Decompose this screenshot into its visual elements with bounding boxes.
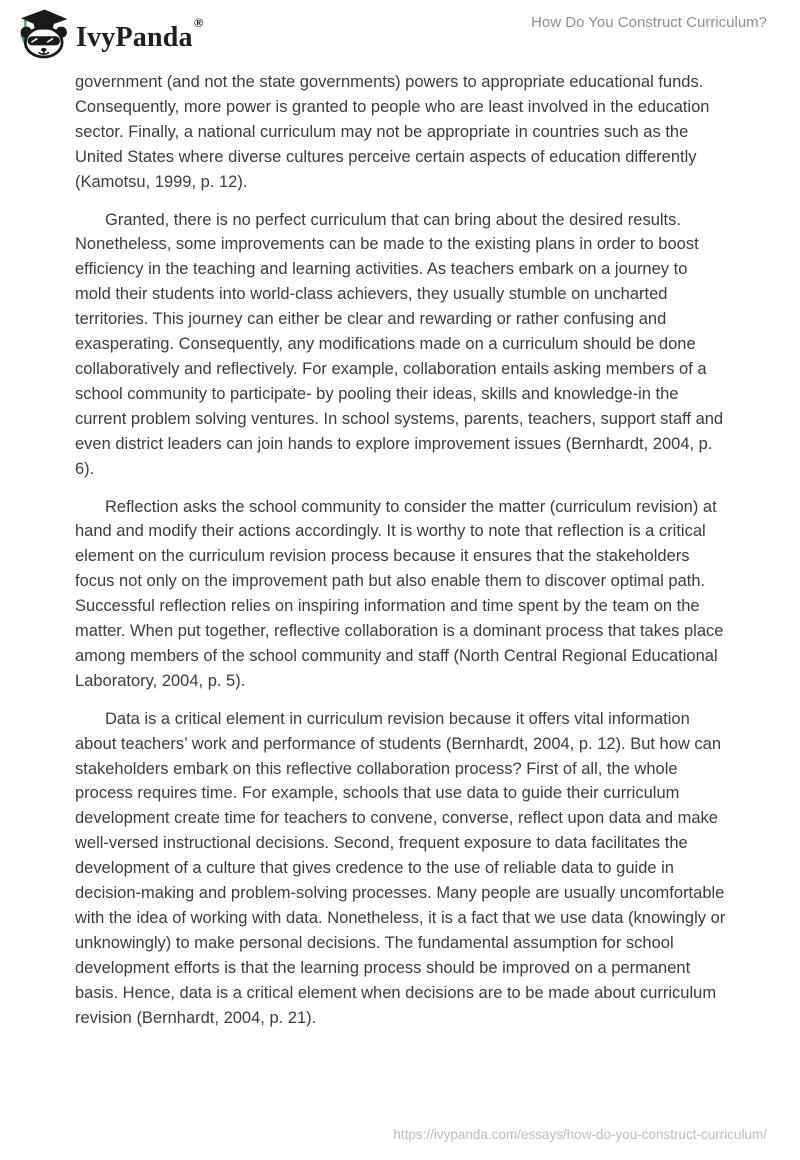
paragraph: government (and not the state governments) powers to appropriate educational funds. Consequently, more power is granted to people who are least involved in the education sector. Finally, a national curriculum may not be appropriate in countries such as the United States where diverse cultures perceive certain aspects of education differently (Kamotsu, 1999, p. 12).: [75, 73, 710, 191]
registered-trademark-symbol: ®: [193, 14, 204, 30]
brand-wordmark: IvyPanda®: [76, 14, 204, 53]
paragraph: Reflection asks the school community to consider the matter (curriculum revision) at hand and modify their actions accordingly. It is worthy to note that reflection is a critical element on the curriculum revision process because it ensures that the stakeholders focus not only on the improvement path but also enable them to discover optimal path. Successful reflection relies on inspiring information and time spent by the team on the matter. When put together, reflective collaboration is a dominant process that takes place among members of the school community and staff (North Central Regional Educational Laboratory, 2004, p. 5).: [75, 497, 724, 690]
paragraph: Granted, there is no perfect curriculum that can bring about the desired results. Nonetheless, some improvements can be made to the existing plans in order to boost efficiency in the teaching and learning activities. As teachers embark on a journey to mold their students into world-class achievers, they usually stumble on uncharted territories. This journey can either be clear and rewarding or rather confusing and exasperating. Consequently, any modifications made on a curriculum should be done collaboratively and reflectively. For example, collaboration entails asking members of a school community to participate- by pooling their ideas, skills and knowledge-in the current problem solving ventures. In school systems, parents, teachers, support staff and even district leaders can join hands to explore improvement issues (Bernhardt, 2004, p. 6).: [75, 210, 724, 478]
paragraph: Data is a critical element in curriculum revision because it offers vital information about teachers’ work and performance of students (Bernhardt, 2004, p. 12). But how can stakeholders embark on this reflective collaboration process? First of all, the whole process requires time. For example, schools that use data to guide their curriculum development create time for teachers to convene, converse, reflect upon data and make well-versed instructional decisions. Second, frequent exposure to data facilitates the development of a culture that gives credence to the use of reliable data to guide in decision-making and problem-solving processes. Many people are usually uncomfortable with the idea of working with data. Nonetheless, it is a fact that we use data (knowingly or unknowingly) to make personal decisions. The fundamental assumption for school development efforts is that the learning process should be improved on a permanent basis. Hence, data is a critical element when decisions are to be made about curriculum revision (Bernhardt, 2004, p. 21).: [75, 709, 726, 1027]
page-footer: [393, 1126, 767, 1144]
page-title: How Do You Construct Curriculum?: [531, 14, 767, 31]
source-url-link[interactable]: https://ivypanda.com/essays/how-do-you-construct-curriculum/: [393, 1127, 767, 1142]
essay-body: [75, 70, 727, 1031]
panda-graduate-icon: [14, 8, 70, 60]
ivypanda-logo[interactable]: [14, 8, 203, 60]
page-header: [0, 0, 800, 64]
